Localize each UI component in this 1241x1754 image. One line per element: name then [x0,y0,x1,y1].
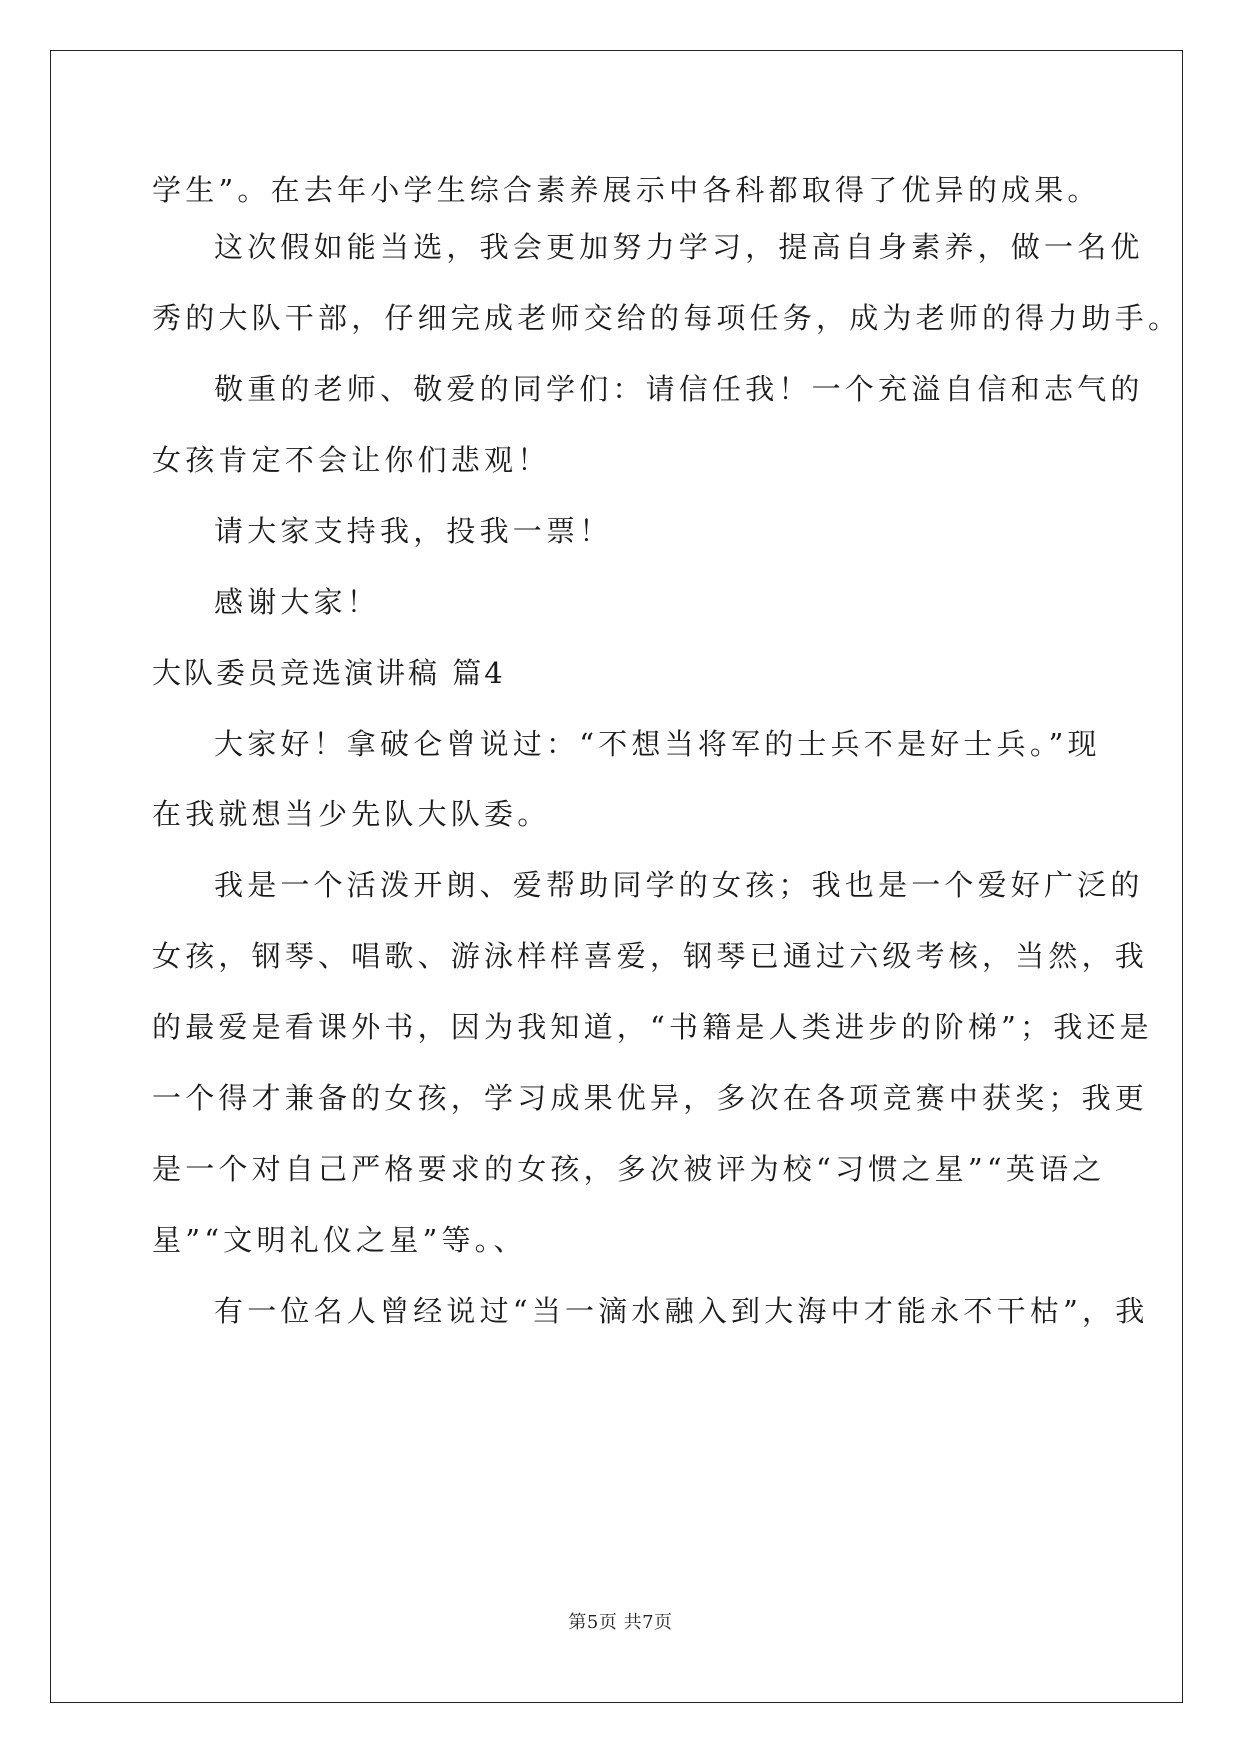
paragraph-start-line: 这次假如能当选，我会更加努力学习，提高自身素养，做一名优 [214,230,1144,264]
paragraph-start-line: 请大家支持我，投我一票！ [214,514,613,548]
text-line: 是一个对自己严格要求的女孩，多次被评为校“习惯之星”“英语之 [152,1152,1106,1186]
text-line: 在我就想当少先队大队委。 [152,797,551,831]
text-line: 女孩，钢琴、唱歌、游泳样样喜爱，钢琴已通过六级考核，当然，我 [152,939,1149,973]
paragraph-start-line: 大家好！拿破仑曾说过：“不想当将军的士兵不是好士兵。”现 [214,727,1101,761]
paragraph-start-line: 感谢大家！ [214,585,381,619]
paragraph-start-line: 有一位名人曾经说过“当一滴水融入到大海中才能永不干枯”，我 [214,1294,1149,1328]
text-line: 秀的大队干部，仔细完成老师交给的每项任务，成为老师的得力助手。 [152,301,1182,335]
text-line: 星”“文明礼仪之星”等。、 [152,1223,527,1257]
page-number-footer: 第5页 共7页 [568,1612,673,1633]
text-line: 学生”。在去年小学生综合素养展示中各科都取得了优异的成果。 [152,173,1101,207]
text-line: 一个得才兼备的女孩，学习成果优异，多次在各项竞赛中获奖；我更 [152,1081,1149,1115]
paragraph-start-line: 我是一个活泼开朗、爱帮助同学的女孩；我也是一个爱好广泛的 [214,868,1144,902]
section-heading: 大队委员竞选演讲稿 篇4 [152,656,506,690]
text-line: 的最爱是看课外书，因为我知道，“书籍是人类进步的阶梯”；我还是 [152,1010,1153,1044]
text-line: 女孩肯定不会让你们悲观！ [152,443,551,477]
paragraph-start-line: 敬重的老师、敬爱的同学们：请信任我！一个充溢自信和志气的 [214,372,1144,406]
